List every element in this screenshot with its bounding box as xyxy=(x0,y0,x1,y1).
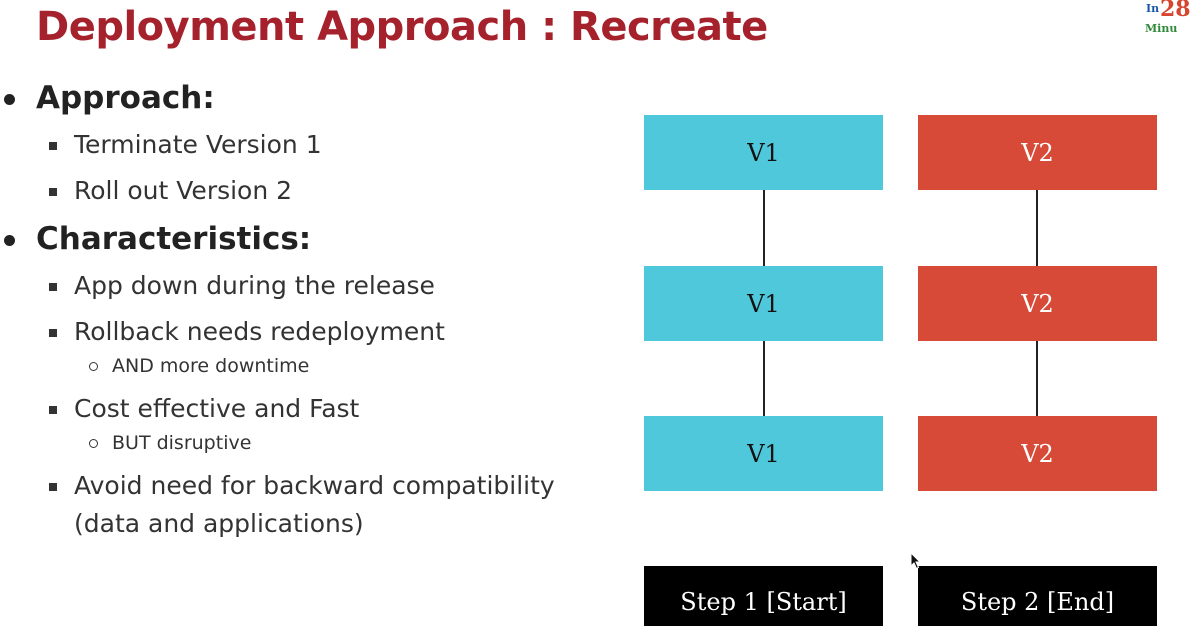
bullet-square-icon xyxy=(49,483,57,491)
bullet-dot-icon xyxy=(4,94,15,105)
subbullet-disruptive xyxy=(112,432,251,454)
subbullet-more-downtime xyxy=(112,355,309,377)
logo-text-minu: Minu xyxy=(1145,22,1178,35)
characteristics-heading: Characteristics: xyxy=(36,221,312,257)
connector-line xyxy=(763,341,765,417)
bullet-square-icon xyxy=(49,406,57,414)
bullet-dot-icon xyxy=(4,235,15,246)
bullet-cost-effective xyxy=(74,394,359,423)
bullet-terminate xyxy=(74,130,322,159)
bullet-square-icon xyxy=(49,329,57,337)
bullet-square-icon xyxy=(49,142,57,150)
bullet-text: Roll out Version 2 xyxy=(74,176,293,205)
bullet-text: Rollback needs redeployment xyxy=(74,317,445,346)
bullet-text: App down during the release xyxy=(74,271,435,300)
connector-line xyxy=(1036,341,1038,417)
bullet-circle-icon xyxy=(89,362,98,371)
bullet-square-icon xyxy=(49,283,57,291)
bullet-text: Terminate Version 1 xyxy=(74,130,322,159)
bullet-text: (data and applications) xyxy=(74,509,364,538)
v2-box: V2 xyxy=(918,115,1157,190)
bullet-app-down xyxy=(74,271,435,300)
bullet-text: Cost effective and Fast xyxy=(74,394,360,423)
v2-box: V2 xyxy=(918,416,1157,491)
bullet-rollback xyxy=(74,317,445,346)
subbullet-text: AND more downtime xyxy=(112,355,310,377)
subbullet-text: BUT disruptive xyxy=(112,432,252,454)
bullet-square-icon xyxy=(49,188,57,196)
bullet-circle-icon xyxy=(89,439,98,448)
logo-text-28: 28 xyxy=(1160,0,1191,22)
slide-title: Deployment Approach : Recreate xyxy=(36,4,768,50)
bullet-avoid-need xyxy=(74,471,555,500)
step1-label: Step 1 [Start] xyxy=(644,566,883,626)
mouse-cursor-icon xyxy=(910,552,922,570)
approach-heading: Approach: xyxy=(36,80,215,116)
bullet-approach xyxy=(36,80,215,116)
in28minutes-logo xyxy=(1140,0,1191,40)
bullet-characteristics xyxy=(36,221,311,257)
v1-box: V1 xyxy=(644,115,883,190)
v1-box: V1 xyxy=(644,266,883,341)
bullet-rollout xyxy=(74,176,292,205)
logo-text-in: In xyxy=(1146,2,1160,15)
v1-box: V1 xyxy=(644,416,883,491)
bullet-text: Avoid need for backward compatibility xyxy=(74,471,555,500)
step2-label: Step 2 [End] xyxy=(918,566,1157,626)
v2-box: V2 xyxy=(918,266,1157,341)
connector-line xyxy=(1036,190,1038,266)
bullet-avoid-need-continued xyxy=(74,509,364,538)
connector-line xyxy=(763,190,765,266)
